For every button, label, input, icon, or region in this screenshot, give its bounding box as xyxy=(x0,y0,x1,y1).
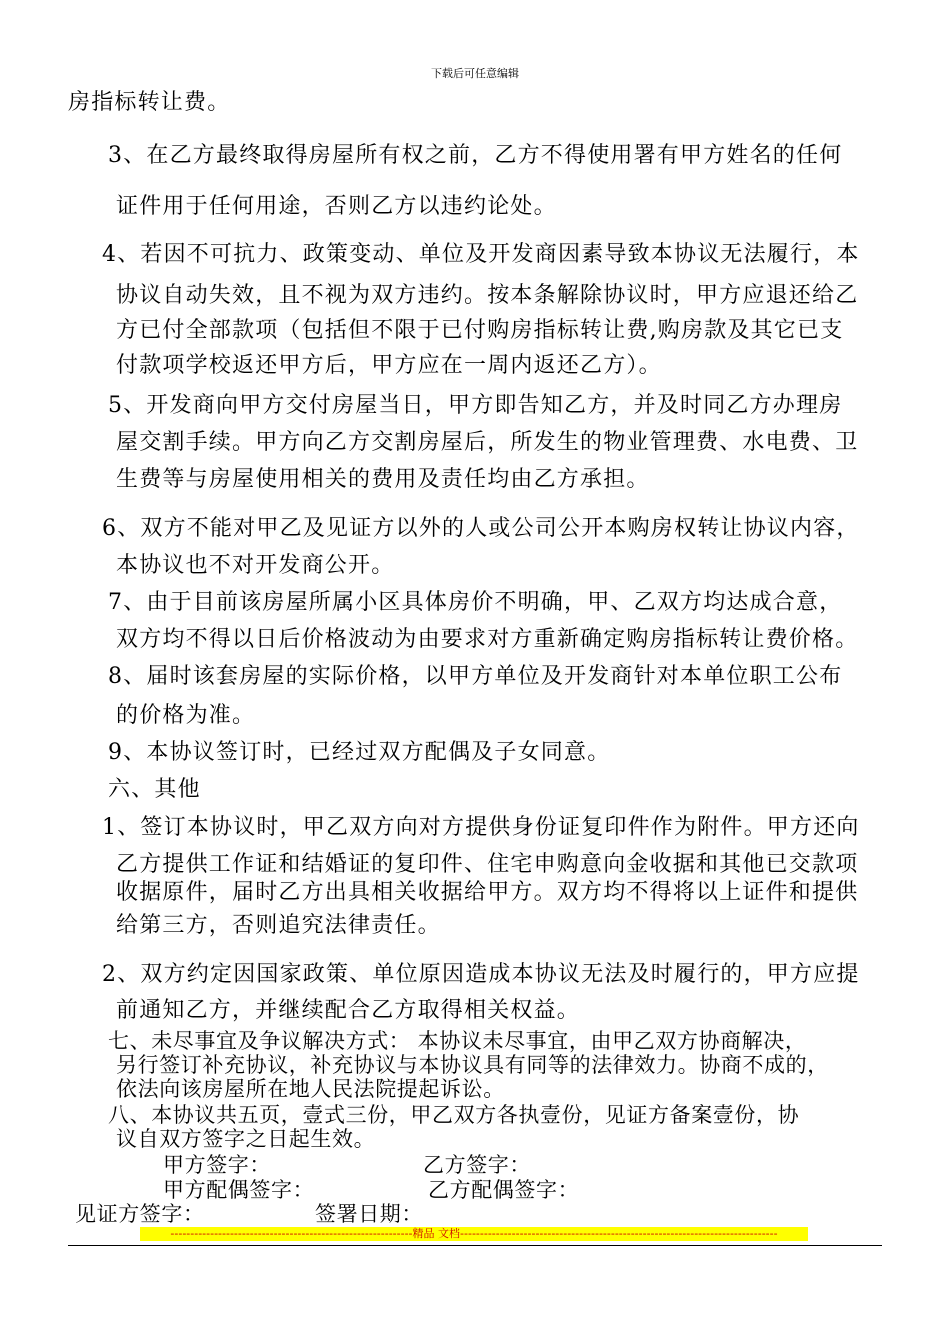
text-line: 协议自动失效，且不视为双方违约。按本条解除协议时，甲方应退还给乙 xyxy=(116,283,859,308)
party-b-spouse-signature-label: 乙方配偶签字： xyxy=(428,1178,580,1202)
footer-dashes-right: -------------------------------------------------------------------------------- xyxy=(460,1227,778,1240)
text-line: 的价格为准。 xyxy=(116,703,256,728)
party-b-signature-label: 乙方签字： xyxy=(423,1153,531,1177)
text-line: 本协议也不对开发商公开。 xyxy=(116,553,395,578)
text-line: 乙方提供工作证和结婚证的复印件、住宅申购意向金收据和其他已交款项 xyxy=(116,852,859,877)
text-line: 1、签订本协议时，甲乙双方向对方提供身份证复印件作为附件。甲方还向 xyxy=(102,815,860,840)
text-line: 房指标转让费。 xyxy=(68,90,231,115)
text-line: 6、双方不能对甲乙及见证方以外的人或公司公开本购房权转让协议内容， xyxy=(102,516,860,541)
text-line: 屋交割手续。甲方向乙方交割房屋后，所发生的物业管理费、水电费、卫 xyxy=(116,430,859,455)
footer-label: 精品 文档 xyxy=(412,1227,461,1240)
text-line: 5、开发商向甲方交付房屋当日，甲方即告知乙方，并及时同乙方办理房 xyxy=(108,393,843,418)
witness-signature-label: 见证方签字： xyxy=(75,1202,205,1226)
text-line: 方已付全部款项（包括但不限于已付购房指标转让费,购房款及其它已支 xyxy=(116,318,844,343)
page-header-note: 下载后可任意编辑 xyxy=(431,67,519,80)
text-line: 7、由于目前该房屋所属小区具体房价不明确，甲、乙双方均达成合意， xyxy=(108,590,843,615)
footer-dashes-left: ------------------------------------------------------------- xyxy=(170,1227,413,1240)
text-line: 前通知乙方，并继续配合乙方取得相关权益。 xyxy=(116,998,581,1023)
text-line: 证件用于任何用途，否则乙方以违约论处。 xyxy=(116,194,557,219)
text-line: 4、若因不可抗力、政策变动、单位及开发商因素导致本协议无法履行，本 xyxy=(102,242,860,267)
text-line: 付款项学校返还甲方后，甲方应在一周内返还乙方）。 xyxy=(116,353,662,378)
text-line: 依法向该房屋所在地人民法院提起诉讼。 xyxy=(116,1077,505,1101)
footer-watermark-bar xyxy=(140,1227,808,1241)
party-a-spouse-signature-label: 甲方配偶签字： xyxy=(163,1178,315,1202)
text-line: 另行签订补充协议，补充协议与本协议具有同等的法律效力。协商不成的， xyxy=(116,1053,829,1077)
section-heading: 七、未尽事宜及争议解决方式： 本协议未尽事宜，由甲乙双方协商解决， xyxy=(108,1029,807,1053)
text-line: 8、届时该套房屋的实际价格，以甲方单位及开发商针对本单位职工公布 xyxy=(108,664,843,689)
text-line: 议自双方签字之日起生效。 xyxy=(116,1127,376,1151)
text-line: 2、双方约定因国家政策、单位原因造成本协议无法及时履行的，甲方应提 xyxy=(102,962,860,987)
footer-divider xyxy=(68,1245,882,1246)
text-line: 收据原件，届时乙方出具相关收据给甲方。双方均不得将以上证件和提供 xyxy=(116,880,859,905)
text-line: 双方均不得以日后价格波动为由要求对方重新确定购房指标转让费价格。 xyxy=(116,627,859,652)
text-line: 9、本协议签订时，已经过双方配偶及子女同意。 xyxy=(108,740,611,765)
text-line: 3、在乙方最终取得房屋所有权之前，乙方不得使用署有甲方姓名的任何 xyxy=(108,143,843,168)
text-line: 给第三方，否则追究法律责任。 xyxy=(116,913,441,938)
section-heading: 六、其他 xyxy=(108,777,201,802)
section-heading: 八、本协议共五页，壹式三份，甲乙双方各执壹份，见证方备案壹份，协 xyxy=(108,1103,800,1127)
party-a-signature-label: 甲方签字： xyxy=(163,1153,271,1177)
text-line: 生费等与房屋使用相关的费用及责任均由乙方承担。 xyxy=(116,467,650,492)
sign-date-label: 签署日期： xyxy=(315,1202,423,1226)
